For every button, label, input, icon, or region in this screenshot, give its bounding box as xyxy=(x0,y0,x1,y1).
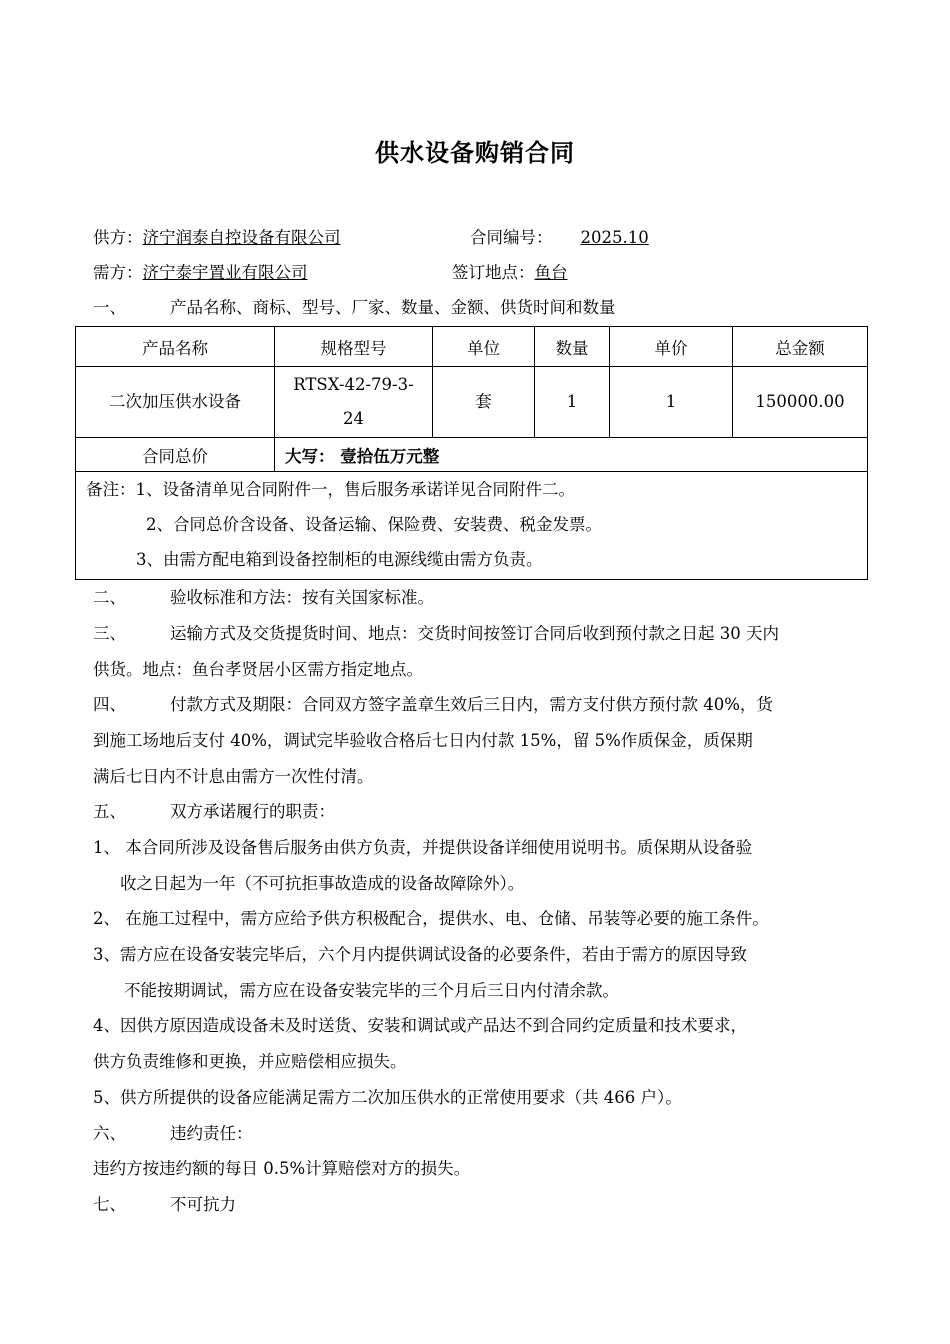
duty-item-3: 3、需方应在设备安装完毕后，六个月内提供调试设备的必要条件，若由于需方的原因导致 xyxy=(93,945,747,964)
contract-total-value: 大写： 壹拾伍万元整 xyxy=(275,438,868,472)
notes-cell xyxy=(76,472,868,580)
product-table xyxy=(75,326,868,580)
duty-item-1-continued: 收之日起为一年（不可抗拒事故造成的设备故障除外）。 xyxy=(120,874,525,893)
duty-item-1: 1、 本合同所涉及设备售后服务由供方负责，并提供设备详细使用说明书。质保期从设备验 xyxy=(93,838,753,857)
sign-place: 鱼台 xyxy=(534,263,568,282)
section-4 xyxy=(93,691,773,715)
contract-total-row xyxy=(76,438,868,472)
sign-place-line xyxy=(452,259,630,283)
header-quantity: 数量 xyxy=(535,327,610,367)
section-6 xyxy=(93,1120,253,1144)
section-5 xyxy=(93,798,335,822)
supplier-line xyxy=(93,224,341,248)
section-6-continued: 违约方按违约额的每日 0.5%计算赔偿对方的损失。 xyxy=(93,1159,471,1178)
cell-unit: 套 xyxy=(433,367,535,438)
duty-item-4-continued: 供方负责维修和更换，并应赔偿相应损失。 xyxy=(93,1052,407,1071)
duty-item-5: 5、供方所提供的设备应能满足需方二次加压供水的正常使用要求（共 466 户）。 xyxy=(93,1088,682,1107)
duty-item-2: 2、 在施工过程中，需方应给予供方积极配合，提供水、电、仓储、吊装等必要的施工条件。 xyxy=(93,909,769,928)
section-text: 运输方式及交货提货时间、地点：交货时间按签订合同后收到预付款之日起 30 天内 xyxy=(170,624,779,643)
table-header-row xyxy=(76,327,868,367)
buyer-name: 济宁泰宇置业有限公司 xyxy=(142,263,308,282)
header-total-amount: 总金额 xyxy=(733,327,868,367)
note-line-2: 2、合同总价含设备、设备运输、保险费、安装费、税金发票。 xyxy=(146,515,602,534)
contract-total-label: 合同总价 xyxy=(76,438,275,472)
note-line-1: 备注：1、设备清单见合同附件一，售后服务承诺详见合同附件二。 xyxy=(86,480,575,499)
model-line-1: RTSX-42-79-3- xyxy=(293,375,414,394)
header-unit-price: 单价 xyxy=(610,327,733,367)
section-3-continued: 供货。地点：鱼台孝贤居小区需方指定地点。 xyxy=(93,660,423,679)
note-line-3: 3、由需方配电箱到设备控制柜的电源线缆由需方负责。 xyxy=(136,550,543,569)
cell-unit-price: 1 xyxy=(610,367,733,438)
section-number: 四、 xyxy=(93,695,126,714)
section-number: 五、 xyxy=(93,802,126,821)
header-model: 规格型号 xyxy=(275,327,433,367)
header-unit: 单位 xyxy=(433,327,535,367)
section-4-continued-2: 满后七日内不计息由需方一次性付清。 xyxy=(93,767,374,786)
cell-quantity: 1 xyxy=(535,367,610,438)
section-3 xyxy=(93,620,779,644)
section-1-heading xyxy=(93,294,616,318)
buyer-line xyxy=(93,259,328,283)
section-number: 三、 xyxy=(93,624,126,643)
contract-no-label: 合同编号： xyxy=(470,228,553,247)
duty-item-4: 4、因供方原因造成设备未及时送货、安装和调试或产品达不到合同约定质量和技术要求， xyxy=(93,1016,747,1035)
section-number: 一、 xyxy=(93,298,126,317)
table-row xyxy=(76,367,868,438)
section-number: 二、 xyxy=(93,588,126,607)
page-title: 供水设备购销合同 xyxy=(375,139,575,167)
duty-item-3-continued: 不能按期调试，需方应在设备安装完毕的三个月后三日内付清余款。 xyxy=(124,981,619,1000)
section-7 xyxy=(93,1191,236,1215)
section-2 xyxy=(93,584,434,608)
model-line-2: 24 xyxy=(343,409,364,428)
cell-total-amount: 150000.00 xyxy=(733,367,868,438)
notes-row xyxy=(76,472,868,580)
cell-model xyxy=(275,367,433,438)
section-text: 违约责任： xyxy=(170,1124,253,1143)
sign-place-label: 签订地点： xyxy=(452,263,535,282)
supplier-name: 济宁润泰自控设备有限公司 xyxy=(142,228,341,247)
section-text: 不可抗力 xyxy=(170,1195,236,1214)
section-text: 产品名称、商标、型号、厂家、数量、金额、供货时间和数量 xyxy=(170,298,616,317)
contract-no: 2025.10 xyxy=(580,228,649,247)
section-text: 验收标准和方法：按有关国家标准。 xyxy=(170,588,434,607)
section-number: 六、 xyxy=(93,1124,126,1143)
contract-no-line xyxy=(470,224,697,248)
section-text: 双方承诺履行的职责： xyxy=(170,802,335,821)
header-product-name: 产品名称 xyxy=(76,327,275,367)
cell-product-name: 二次加压供水设备 xyxy=(76,367,275,438)
section-4-continued-1: 到施工场地后支付 40%，调试完毕验收合格后七日内付款 15%，留 5%作质保金，质保期 xyxy=(93,731,753,750)
section-text: 付款方式及期限：合同双方签字盖章生效后三日内，需方支付供方预付款 40%，货 xyxy=(170,695,773,714)
supplier-label: 供方： xyxy=(93,228,143,247)
section-number: 七、 xyxy=(93,1195,126,1214)
buyer-label: 需方： xyxy=(93,263,143,282)
